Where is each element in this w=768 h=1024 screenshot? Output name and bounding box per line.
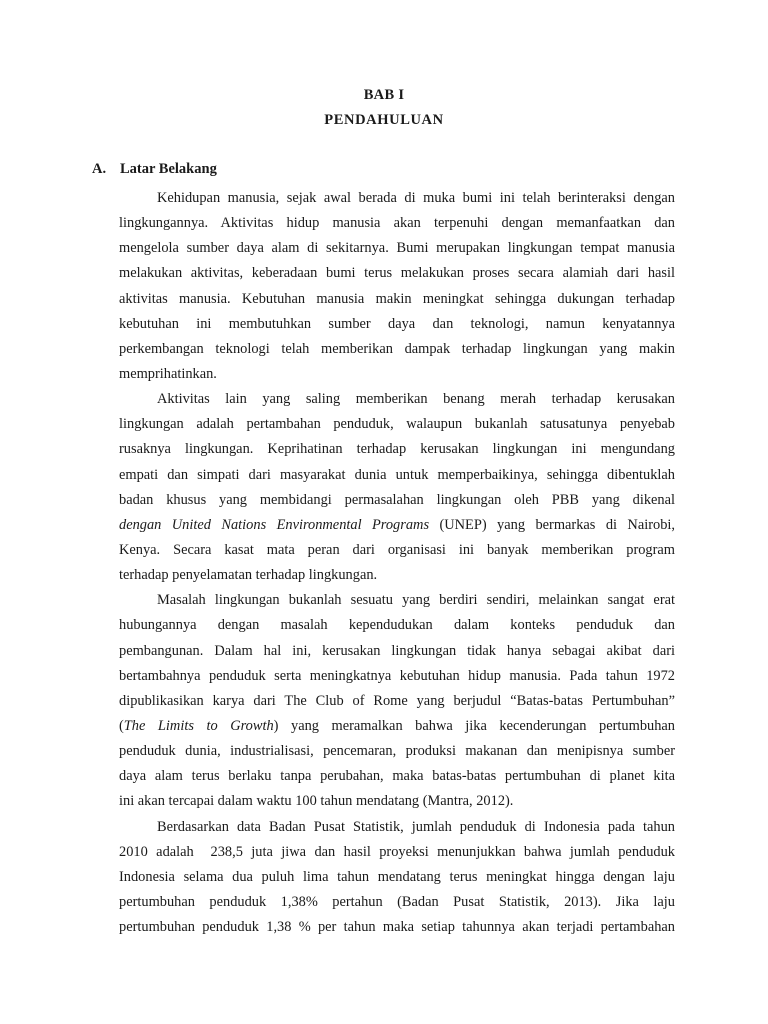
paragraph-2-line: rusaknya lingkungan. Keprihatinan terhadap kerusakan lingkungan ini mengundang xyxy=(119,441,675,458)
paragraph-4-line: Berdasarkan data Badan Pusat Statistik, jumlah penduduk di Indonesia pada tahun xyxy=(157,818,675,835)
paragraph-3-line: penduduk dunia, industrialisasi, pencemaran, produksi makanan dan menipisnya sumber xyxy=(119,743,675,760)
paragraph-4-line: pertumbuhan penduduk 1,38 % per tahun maka setiap tahunnya akan terjadi pertambahan xyxy=(119,919,675,936)
paragraph-2-unep-line xyxy=(119,513,675,538)
paragraph-1-line: aktivitas manusia. Kebutuhan manusia makin meningkat sehingga dukungan terhadap xyxy=(119,290,675,307)
paragraph-2-line: lingkungan adalah pertambahan penduduk, walaupun bukanlah satusatunya penyebab xyxy=(119,416,675,433)
section-letter: A. xyxy=(92,161,107,177)
paragraph-4-line: Indonesia selama dua puluh lima tahun mendatang terus meningkat hingga dengan laju xyxy=(119,868,675,885)
section-heading xyxy=(92,161,217,178)
unep-italic-text: dengan United Nations Environmental Programs xyxy=(119,516,430,533)
paragraph-2-line: terhadap penyelamatan terhadap lingkungan. xyxy=(119,567,378,584)
paragraph-2-line: empati dan simpati dari masyarakat dunia untuk memperbaikinya, sehingga dibentuklah xyxy=(119,466,675,483)
paragraph-3-line: dipublikasikan karya dari The Club of Rome yang berjudul “Batas-batas Pertumbuhan” xyxy=(119,692,675,709)
limits-italic-text: The Limits to Growth xyxy=(123,717,274,734)
paragraph-1-line: perkembangan teknologi telah memberikan dampak terhadap lingkungan yang makin xyxy=(119,340,675,357)
paragraph-1-line: mengelola sumber daya alam di sekitarnya. Bumi merupakan lingkungan tempat manusia xyxy=(119,240,675,257)
chapter-title: PENDAHULUAN xyxy=(324,112,444,128)
paragraph-3-line: bertambahnya penduduk serta meningkatnya kebutuhan hidup manusia. Pada tahun 1972 xyxy=(119,667,675,684)
body-text xyxy=(119,186,675,940)
paragraph-1-line: memprihatinkan. xyxy=(119,365,217,382)
paragraph-1-line: melakukan aktivitas, keberadaan bumi terus melakukan proses secara alamiah dari hasil xyxy=(119,265,675,282)
paragraph-2-line: Kenya. Secara kasat mata peran dari organisasi ini banyak memberikan program xyxy=(119,541,675,558)
paragraph-4-line: pertumbuhan penduduk 1,38% pertahun (Badan Pusat Statistik, 2013). Jika laju xyxy=(119,893,675,910)
unep-rest-text: (UNEP) yang bermarkas di Nairobi, xyxy=(429,516,675,533)
paragraph-1-line: Kehidupan manusia, sejak awal berada di muka bumi ini telah berinteraksi dengan xyxy=(157,190,675,206)
paragraph-3-limits-line xyxy=(119,714,675,739)
paragraph-3-line: ini akan tercapai dalam waktu 100 tahun mendatang (Mantra, 2012). xyxy=(119,793,514,810)
paragraph-4-line: 2010 adalah 238,5 juta jiwa dan hasil proyeksi menunjukkan bahwa jumlah penduduk xyxy=(119,843,675,860)
section-title: Latar Belakang xyxy=(120,161,217,177)
paragraph-3-line: hubungannya dengan masalah kependudukan dalam konteks penduduk dan xyxy=(119,617,675,634)
paragraph-2-line: Aktivitas lain yang saling memberikan benang merah terhadap kerusakan xyxy=(157,391,675,408)
paragraph-3-line: pembangunan. Dalam hal ini, kerusakan lingkungan tidak hanya sebagai akibat dari xyxy=(119,642,675,659)
paragraph-1-line: lingkungannya. Aktivitas hidup manusia akan terpenuhi dengan memanfaatkan dan xyxy=(119,215,675,232)
chapter-number: BAB I xyxy=(363,87,405,103)
paragraph-1-line: kebutuhan ini membutuhkan sumber daya dan teknologi, namun kenyatannya xyxy=(119,315,675,332)
paragraph-2-line: badan khusus yang membidangi permasalahan lingkungan oleh PBB yang dikenal xyxy=(119,491,675,508)
limits-open-paren: ( xyxy=(119,717,124,734)
paragraph-3-line: daya alam terus berlaku tanpa perubahan, maka batas-batas pertumbuhan di planet kita xyxy=(119,768,675,785)
paragraph-3-line: Masalah lingkungan bukanlah sesuatu yang berdiri sendiri, melainkan sangat erat xyxy=(157,592,675,609)
limits-rest-text: ) yang meramalkan bahwa jika kecenderungan pertumbuhan xyxy=(273,717,675,734)
